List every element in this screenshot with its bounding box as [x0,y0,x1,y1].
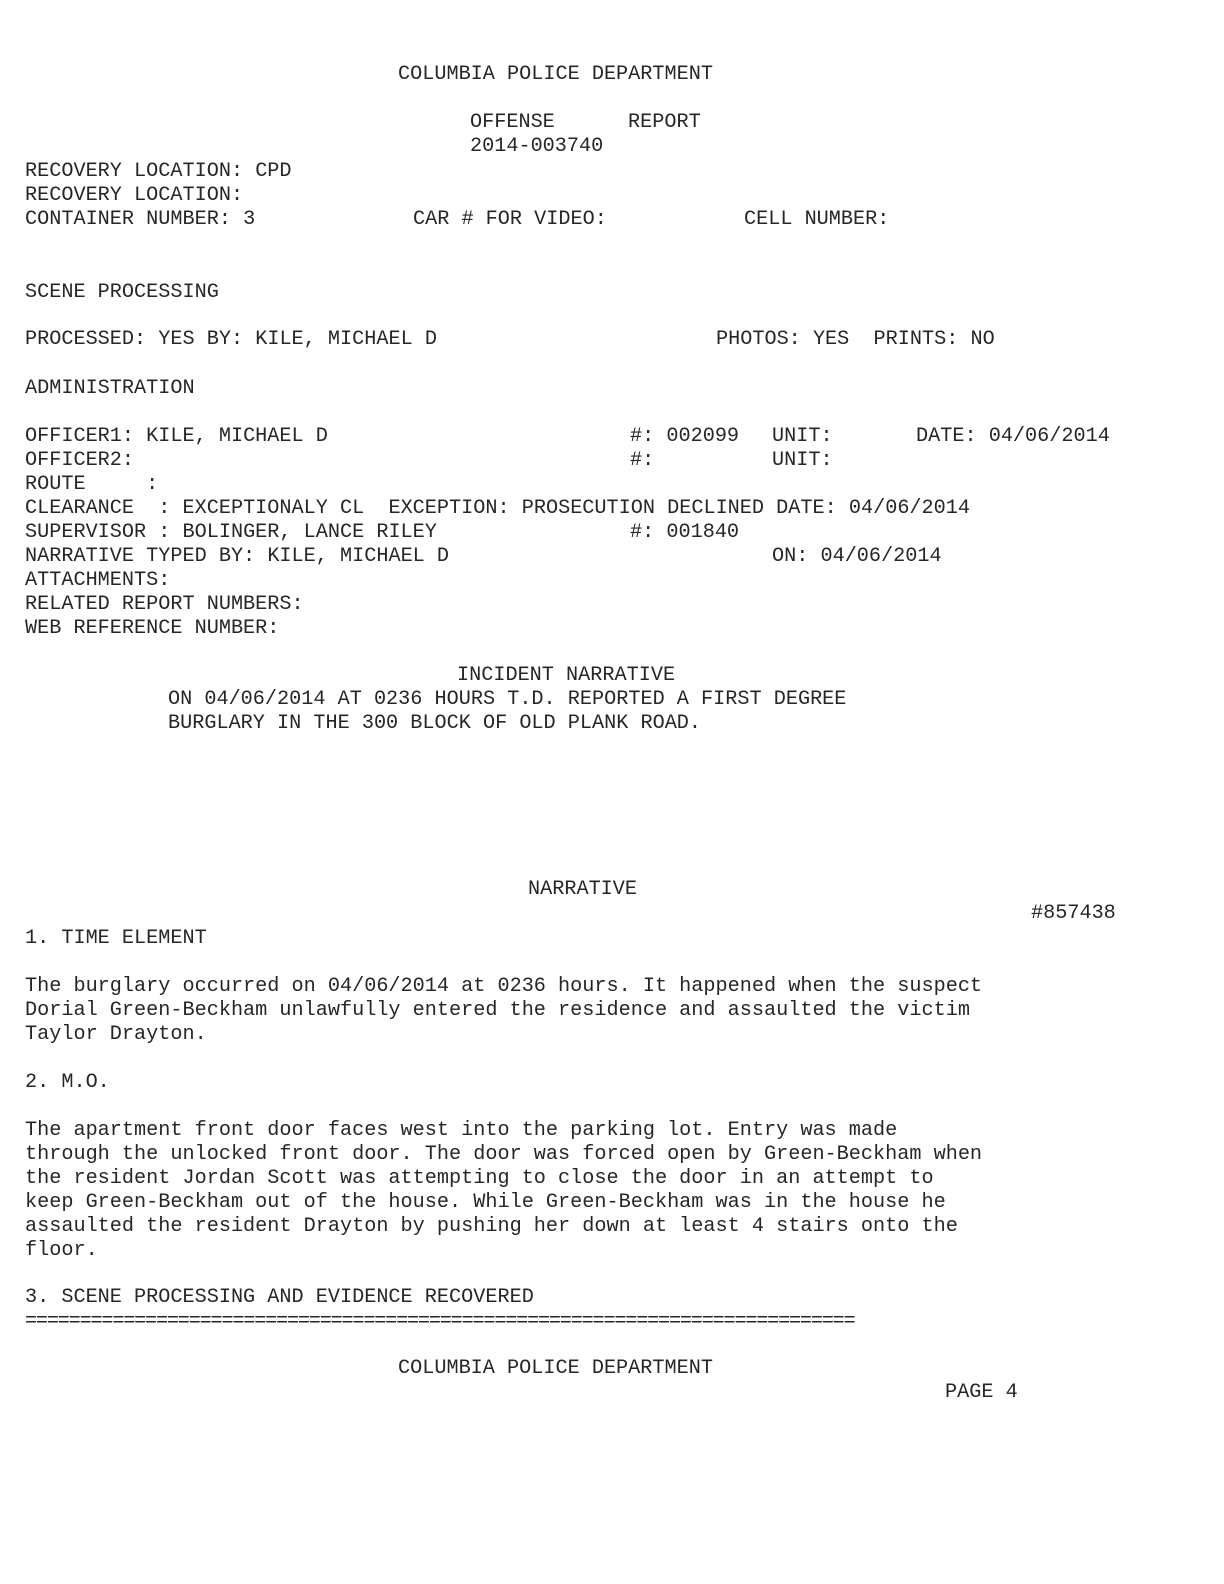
supervisor-number [630,521,739,545]
section-divider: ============================================================================ [25,1310,855,1333]
processed-value: YES [158,328,195,351]
officer1-label: OFFICER1: [25,425,135,448]
officer1-value: KILE, MICHAEL D [146,425,328,448]
incident-narrative-heading: INCIDENT NARRATIVE [457,664,676,687]
time-element-heading: 1. TIME ELEMENT [25,927,207,950]
prints-value: NO [970,328,995,351]
container-number [25,208,255,232]
clearance-line [25,497,970,521]
mo-line-4: keep Green-Beckham out of the house. While Green-Beckham was in the house he [25,1191,946,1214]
narrative-typed-on-label: ON: [772,545,809,568]
car-video-label: CAR # FOR VIDEO: [413,208,607,231]
report-title-word-1: OFFENSE [470,111,555,134]
prints-label: PRINTS: [873,328,959,351]
supervisor-number-label: #: [630,521,655,544]
clearance-label: CLEARANCE : [25,497,171,520]
web-reference-number-label: WEB REFERENCE NUMBER: [25,617,280,640]
officer2-label: OFFICER2: [25,449,135,472]
narrative-typed-on [772,545,942,569]
administration-heading: ADMINISTRATION [25,377,195,400]
related-report-numbers-label: RELATED REPORT NUMBERS: [25,593,304,616]
clearance-date-value: 04/06/2014 [848,497,971,520]
clearance-value: EXCEPTIONALY CL [182,497,365,520]
processed-by-value: KILE, MICHAEL D [255,328,437,351]
recovery-location-1-value: CPD [255,160,292,183]
photos-label: PHOTOS: [716,328,801,351]
narrative-typed-by-label: NARRATIVE TYPED BY: [25,545,256,568]
narrative-heading: NARRATIVE [528,878,638,901]
recovery-location-2-label: RECOVERY LOCATION: [25,184,244,207]
photos-value: YES [812,328,850,351]
officer1-unit-label: UNIT: [772,425,833,448]
narrative-typed-by [25,545,449,569]
processed-by-label: BY: [206,328,244,351]
department-title: COLUMBIA POLICE DEPARTMENT [398,63,713,86]
attachments-label: ATTACHMENTS: [25,569,171,592]
route-label: ROUTE : [25,473,159,496]
mo-line-1: The apartment front door faces west into the parking lot. Entry was made [25,1119,898,1142]
narrative-typed-on-value: 04/06/2014 [820,545,942,568]
clearance-date-label: DATE: [776,497,837,520]
incident-narrative-line-1: ON 04/06/2014 AT 0236 HOURS T.D. REPORTED A FIRST DEGREE [168,688,847,711]
recovery-location-1-label: RECOVERY LOCATION: [25,160,244,183]
exception-label: EXCEPTION: [388,497,510,520]
supervisor-number-value: 001840 [666,521,740,544]
officer2-unit-label: UNIT: [772,449,833,472]
supervisor-line [25,521,437,545]
officer1-number-label: #: [630,425,655,448]
report-title-word-2: REPORT [628,111,701,134]
cell-number-label: CELL NUMBER: [744,208,890,231]
container-number-label: CONTAINER NUMBER: [25,208,231,231]
officer1-date-label: DATE: [916,425,977,448]
narrative-typed-by-value: KILE, MICHAEL D [267,545,450,568]
footer-department: COLUMBIA POLICE DEPARTMENT [398,1357,713,1380]
scene-evidence-heading: 3. SCENE PROCESSING AND EVIDENCE RECOVERED [25,1286,534,1309]
container-number-value: 3 [243,208,256,231]
time-element-line-1: The burglary occurred on 04/06/2014 at 0236 hours. It happened when the suspect [25,975,983,998]
mo-heading: 2. M.O. [25,1071,110,1094]
scene-processing-heading: SCENE PROCESSING [25,281,219,304]
officer1-number-value: 002099 [666,425,740,448]
officer1-date [916,425,1110,449]
mo-line-5: assaulted the resident Drayton by pushing her down at least 4 stairs onto the [25,1215,958,1238]
report-number: 2014-003740 [470,135,604,158]
exception-value: PROSECUTION DECLINED [521,497,765,520]
time-element-line-3: Taylor Drayton. [25,1023,207,1046]
supervisor-label: SUPERVISOR : [25,521,171,544]
photos-prints-line [716,328,995,352]
officer1-date-value: 04/06/2014 [988,425,1110,448]
supervisor-value: BOLINGER, LANCE RILEY [182,521,437,544]
incident-narrative-line-2: BURGLARY IN THE 300 BLOCK OF OLD PLANK ROAD. [168,712,702,735]
processed-label: PROCESSED: [25,328,147,351]
narrative-number: #857438 [1031,902,1116,925]
recovery-location-1 [25,160,292,184]
mo-line-6: floor. [25,1239,98,1262]
page-number: PAGE 4 [945,1381,1018,1404]
mo-line-3: the resident Jordan Scott was attempting to close the door in an attempt to [25,1167,934,1190]
processed-line [25,328,437,352]
time-element-line-2: Dorial Green-Beckham unlawfully entered the residence and assaulted the victim [25,999,970,1022]
officer2-number-label: #: [630,449,655,472]
officer1-line [25,425,328,449]
mo-line-2: through the unlocked front door. The door was forced open by Green-Beckham when [25,1143,983,1166]
officer1-number [630,425,739,449]
